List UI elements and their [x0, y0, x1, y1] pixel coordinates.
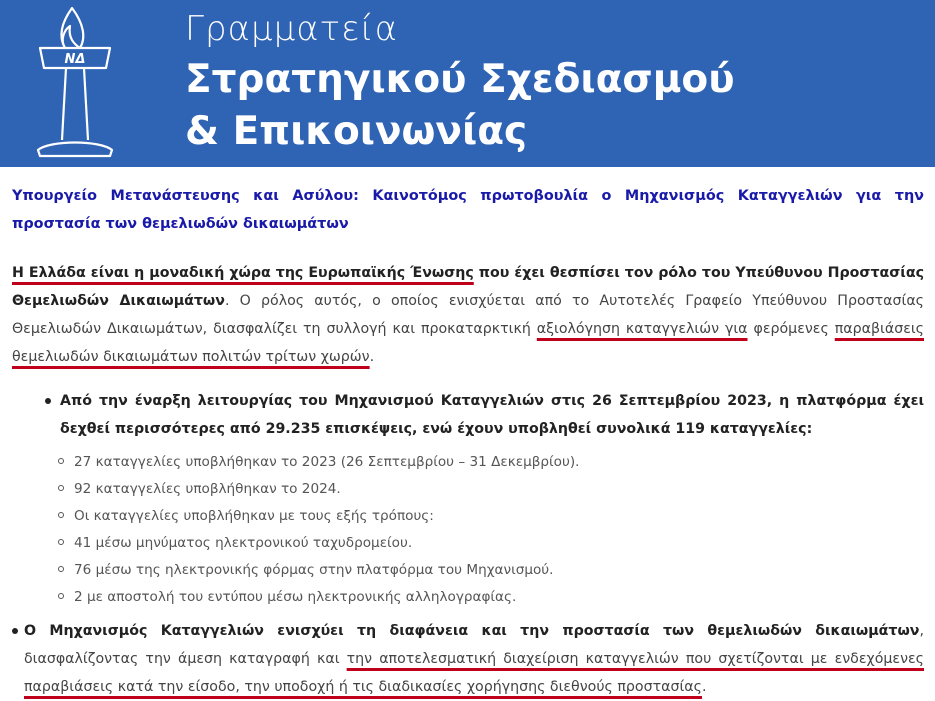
intro-bold-text: που έχει θεσπίσει τον ρόλο του Υπεύθυνου Προστασίας Θεμελιωδών Δικαιωμάτων [12, 265, 924, 309]
list-item: Οι καταγγελίες υποβλήθηκαν με τους εξής τρόπους: [12, 503, 924, 530]
circle-bullet-icon [58, 458, 64, 464]
statistics-bullet [12, 387, 924, 443]
nd-logo-icon [10, 0, 140, 167]
logo-text: ΝΔ [64, 52, 86, 67]
article-body [12, 182, 924, 701]
header-banner [0, 0, 935, 167]
circle-bullet-icon [58, 593, 64, 599]
highlight-effective-handling: την αποτελεσματική διαχείριση καταγγελιών που σχετίζονται με ενδεχόμενες παραβιάσεις κατά την είσοδο, την υποδοχή ή τις διαδικασίες χορήγησης διεθνούς προστασίας [24, 651, 925, 695]
article-headline: Υπουργείο Μετανάστευσης και Ασύλου: Καινοτόμος πρωτοβουλία ο Μηχανισμός Καταγγελιών για την προστασία των θεμελιωδών δικαιωμάτων [12, 188, 924, 232]
list-item: 27 καταγγελίες υποβλήθηκαν το 2023 (26 Σεπτεμβρίου – 31 Δεκεμβρίου). [12, 449, 924, 476]
circle-bullet-icon [58, 512, 64, 518]
highlight-greece-unique: Η Ελλάδα είναι η μοναδική χώρα της Ευρωπαϊκής Ένωσης [12, 265, 474, 281]
brand-line-2: Στρατηγικού Σχεδιασμού [185, 57, 735, 102]
highlight-complaint-evaluation: αξιολόγηση καταγγελιών για [536, 321, 748, 337]
circle-bullet-icon [58, 566, 64, 572]
brand-line-1: Γραμματεία [185, 9, 399, 49]
intro-paragraph [12, 259, 924, 371]
statistics-sublist [12, 449, 924, 611]
circle-bullet-icon [58, 485, 64, 491]
intro-text-2: φερόμενες [747, 321, 835, 337]
bullet-dot-icon [45, 398, 51, 404]
highlight-rights-violations: παραβιάσεις θεμελιωδών δικαιωμάτων πολιτών τρίτων χωρών [12, 321, 924, 365]
circle-bullet-icon [58, 539, 64, 545]
transparency-bullet [12, 617, 924, 701]
statistics-text: Από την έναρξη λειτουργίας του Μηχανισμού Καταγγελιών στις 26 Σεπτεμβρίου 2023, η πλατφόρμα έχει δεχθεί περισσότερες από 29.235 επισκέψεις, ενώ έχουν υποβληθεί συνολικά 119 καταγγελίες: [60, 393, 924, 437]
transparency-bold-text: Ο Μηχανισμός Καταγγελιών ενισχύει τη διαφάνεια και την προστασία των θεμελιωδών δικαιωμάτων [24, 623, 920, 639]
list-item: 2 με αποστολή του εντύπου μέσω ηλεκτρονικής αλληλογραφίας. [12, 584, 924, 611]
list-item: 41 μέσω μηνύματος ηλεκτρονικού ταχυδρομείου. [12, 530, 924, 557]
intro-text-3: . [369, 349, 375, 365]
list-item: 92 καταγγελίες υποβλήθηκαν το 2024. [12, 476, 924, 503]
intro-text: . Ο ρόλος αυτός, ο οποίος ενισχύεται από το Αυτοτελές Γραφείο Υπεύθυνου Προστασίας Θεμελιωδών Δικαιωμάτων, διασφαλίζει τη συλλογή και προκαταρκτική [12, 293, 924, 337]
bullet-dot-icon [12, 628, 18, 634]
transparency-text-end: . [701, 679, 707, 695]
brand-title [185, 4, 735, 158]
brand-line-3: & Επικοινωνίας [185, 109, 528, 154]
transparency-text: , διασφαλίζοντας την άμεση καταγραφή και [24, 623, 924, 667]
list-item: 76 μέσω της ηλεκτρονικής φόρμας στην πλατφόρμα του Μηχανισμού. [12, 557, 924, 584]
